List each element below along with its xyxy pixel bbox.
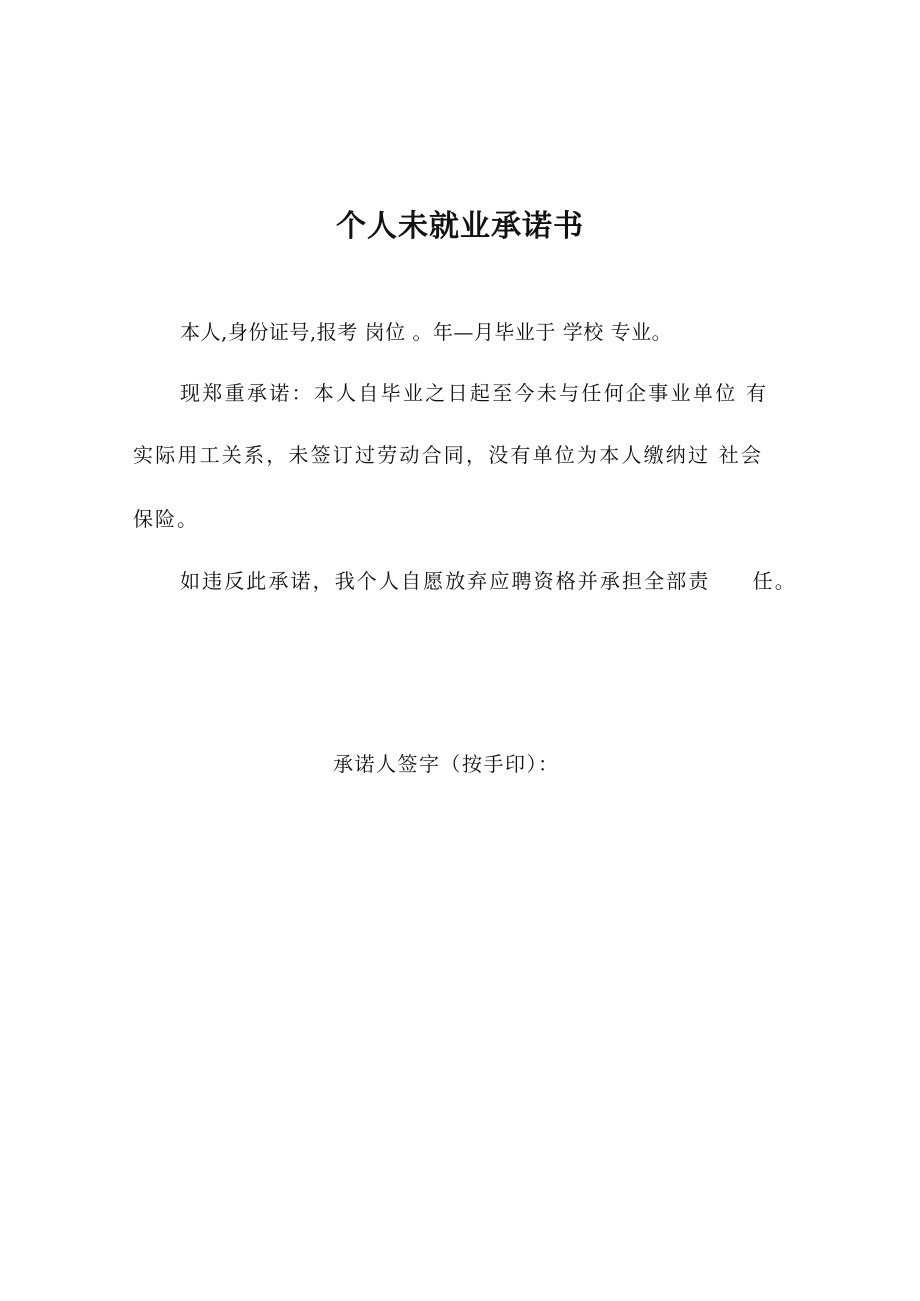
violation-clause-paragraph: 如违反此承诺，我个人自愿放弃应聘资格并承担全部责 任。 — [180, 569, 797, 593]
commitment-paragraph-line-1: 现郑重承诺：本人自毕业之日起至今未与任何企事业单位 有 — [180, 381, 769, 405]
commitment-paragraph-line-3: 保险。 — [133, 507, 199, 531]
signature-label: 承诺人签字（按手印）： — [333, 752, 560, 776]
commitment-paragraph-line-2: 实际用工关系，未签订过劳动合同，没有单位为本人缴纳过 社会 — [133, 443, 764, 467]
document-title: 个人未就业承诺书 — [336, 209, 584, 244]
personal-info-paragraph: 本人,身份证号,报考 岗位 。年—月毕业于 学校 专业。 — [180, 320, 673, 344]
